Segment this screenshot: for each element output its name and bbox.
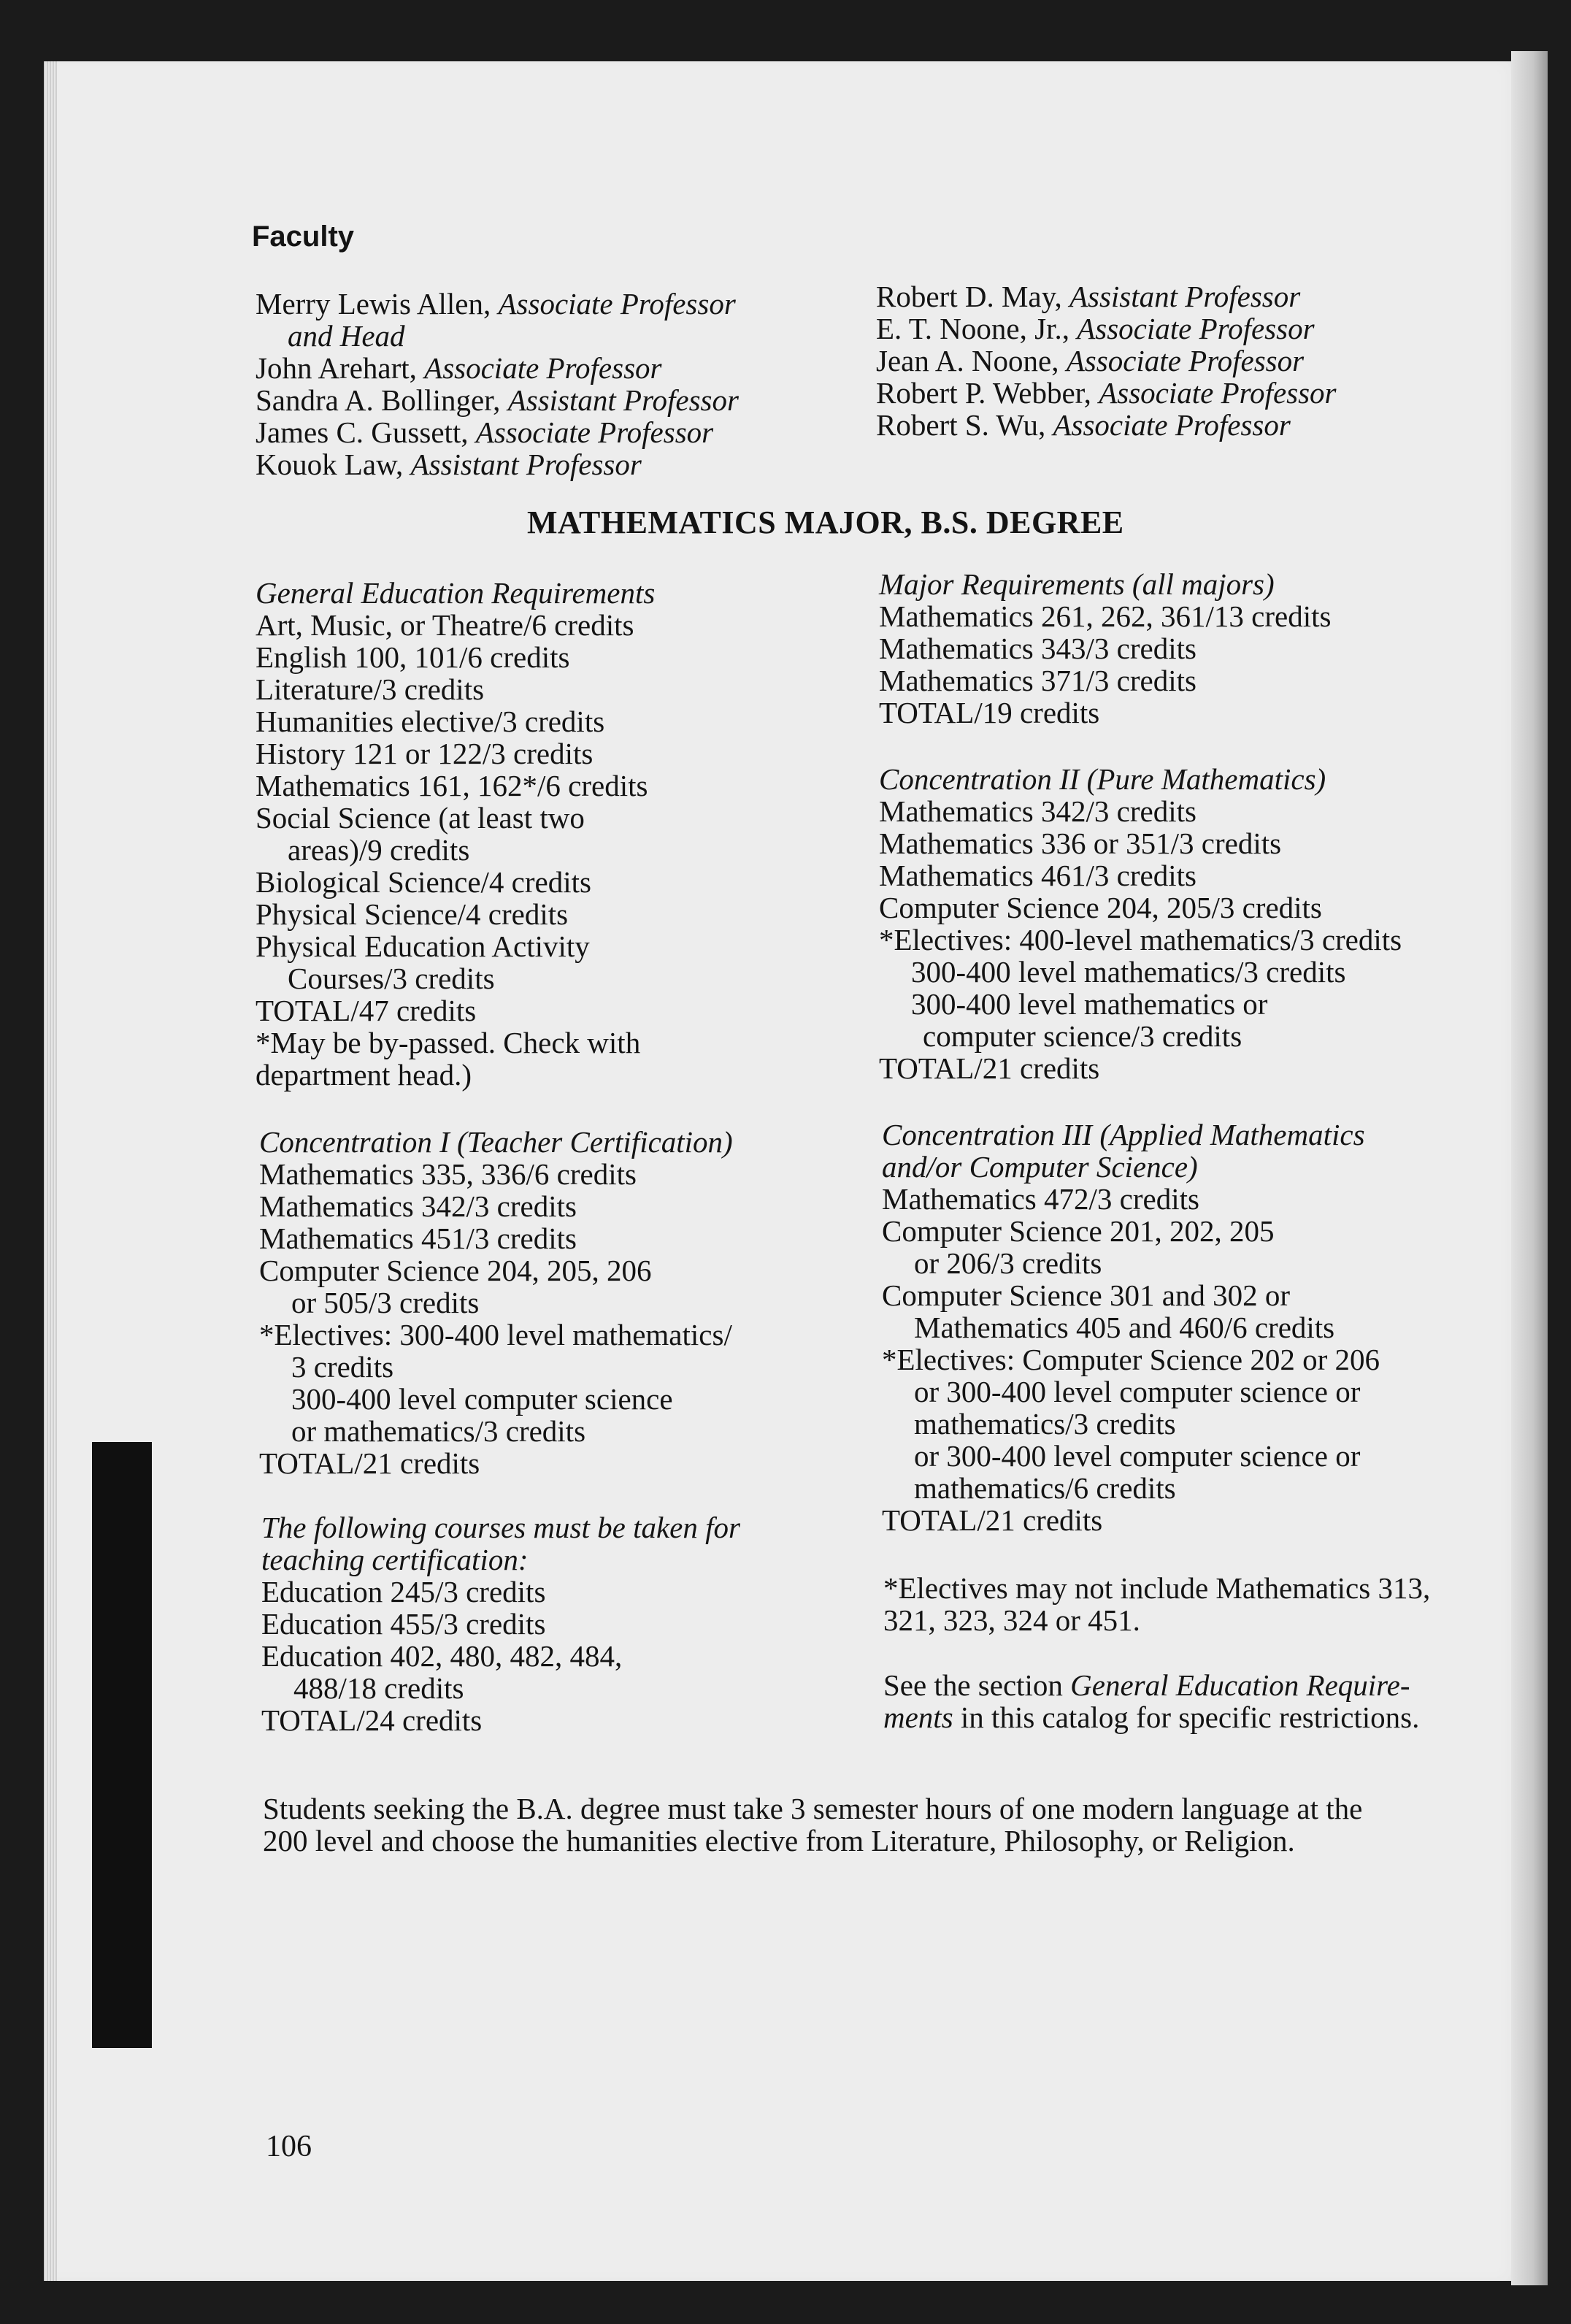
binding-strip [92,1442,152,2048]
ba-degree-note-line: Students seeking the B.A. degree must take 3 semester hours of one modern language at the [263,1792,1363,1825]
faculty-left-list [256,288,739,480]
concentration-2-total: TOTAL/21 credits [879,1051,1100,1085]
concentration-2-line: 300-400 level mathematics/3 credits [911,955,1346,989]
gen-ed-line: Physical Science/4 credits [256,897,569,931]
ba-degree-note [263,1792,1362,1857]
concentration-1-total: TOTAL/21 credits [259,1446,480,1480]
teaching-cert-line: Education 402, 480, 482, 484, [261,1639,623,1673]
concentration-1-section [259,1126,733,1479]
faculty-member [256,352,739,384]
teaching-cert-heading: teaching certification: [261,1543,529,1576]
faculty-name: Sandra A. Bollinger, [256,383,508,417]
concentration-3-line: or 300-400 level computer science or [914,1375,1361,1408]
faculty-member [256,448,739,480]
concentration-1-line: or 505/3 credits [291,1286,480,1319]
page-edge-left [44,61,57,2281]
faculty-name: Robert P. Webber, [876,376,1099,410]
faculty-member [876,280,1337,312]
concentration-2-line: Mathematics 342/3 credits [879,794,1197,828]
concentration-3-heading: and/or Computer Science) [882,1150,1198,1184]
faculty-title: and Head [288,319,405,353]
concentration-1-line: *Electives: 300-400 level mathematics/ [259,1318,732,1351]
electives-note-line: *Electives may not include Mathematics 313, [883,1571,1431,1605]
gen-ed-line: Literature/3 credits [256,672,485,706]
gen-ed-line: English 100, 101/6 credits [256,640,570,674]
major-req-line: Mathematics 343/3 credits [879,632,1197,665]
concentration-1-heading: Concentration I (Teacher Certification) [259,1125,733,1159]
concentration-2-heading: Concentration II (Pure Mathematics) [879,762,1326,796]
concentration-3-line: Mathematics 405 and 460/6 credits [914,1311,1335,1344]
faculty-title: Associate Professor [424,351,662,385]
major-req-heading: Major Requirements (all majors) [879,567,1275,601]
ba-degree-note-line: 200 level and choose the humanities elective from Literature, Philosophy, or Religion. [263,1824,1295,1857]
concentration-1-line: 3 credits [291,1350,394,1384]
page-number: 106 [266,2130,312,2163]
faculty-member [876,312,1337,345]
concentration-1-line: Computer Science 204, 205, 206 [259,1254,652,1287]
concentration-3-heading: Concentration III (Applied Mathematics [882,1118,1365,1151]
see-section-text: See the section [883,1668,1071,1702]
gen-ed-note: *May be by-passed. Check with [256,1026,641,1059]
gen-ed-line: Mathematics 161, 162*/6 credits [256,769,648,802]
concentration-3-line: Mathematics 472/3 credits [882,1182,1199,1216]
teaching-cert-line: Education 455/3 credits [261,1607,546,1641]
teaching-cert-total: TOTAL/24 credits [261,1703,483,1737]
concentration-1-line: or mathematics/3 credits [291,1414,586,1448]
concentration-3-line: *Electives: Computer Science 202 or 206 [882,1343,1380,1376]
faculty-heading: Faculty [252,220,355,253]
concentration-2-line: 300-400 level mathematics or [911,987,1268,1021]
faculty-name: John Arehart, [256,351,425,385]
see-section-line [883,1701,1419,1733]
teaching-cert-section [261,1511,740,1736]
faculty-title: Assistant Professor [410,448,642,481]
concentration-1-line: Mathematics 342/3 credits [259,1189,577,1223]
concentration-2-line: Mathematics 461/3 credits [879,859,1197,892]
concentration-2-line: Mathematics 336 or 351/3 credits [879,827,1282,860]
teaching-cert-line: Education 245/3 credits [261,1575,546,1608]
major-req-line: Mathematics 371/3 credits [879,664,1197,697]
faculty-name: E. T. Noone, Jr., [876,312,1078,345]
see-section-note [883,1669,1419,1733]
faculty-member [256,320,739,352]
major-req-line: Mathematics 261, 262, 361/13 credits [879,599,1332,633]
gen-ed-line: Biological Science/4 credits [256,865,591,899]
concentration-2-section [879,763,1402,1084]
faculty-member [876,377,1337,409]
gen-ed-line: Art, Music, or Theatre/6 credits [256,608,634,642]
gen-ed-section [256,577,655,1091]
electives-note-line: 321, 323, 324 or 451. [883,1603,1140,1637]
faculty-member [876,409,1337,441]
faculty-member [256,384,739,416]
concentration-1-line: Mathematics 335, 336/6 credits [259,1157,637,1191]
faculty-title: Associate Professor [1099,376,1337,410]
concentration-2-line: computer science/3 credits [923,1019,1242,1053]
concentration-3-line: Computer Science 201, 202, 205 [882,1214,1275,1248]
concentration-3-line: mathematics/6 credits [914,1471,1176,1505]
faculty-member [256,288,739,320]
see-section-text: in this catalog for specific restrictions. [953,1700,1420,1734]
page-edge-right [1511,51,1548,2285]
gen-ed-line: Courses/3 credits [288,962,495,995]
concentration-3-line: Computer Science 301 and 302 or [882,1278,1291,1312]
faculty-member [256,416,739,448]
major-heading: MATHEMATICS MAJOR, B.S. DEGREE [527,505,1124,540]
gen-ed-line: History 121 or 122/3 credits [256,737,594,770]
faculty-title: Assistant Professor [1069,280,1301,313]
see-section-italic: General Education Require- [1070,1668,1410,1702]
concentration-3-line: or 300-400 level computer science or [914,1439,1361,1473]
faculty-name: Robert D. May, [876,280,1069,313]
faculty-name: Jean A. Noone, [876,344,1067,377]
concentration-3-total: TOTAL/21 credits [882,1503,1103,1537]
faculty-name: Kouok Law, [256,448,411,481]
faculty-right-list [876,280,1337,441]
gen-ed-line: Social Science (at least two [256,801,585,835]
teaching-cert-line: 488/18 credits [293,1671,464,1705]
faculty-name: Merry Lewis Allen, [256,287,499,321]
faculty-title: Assistant Professor [507,383,739,417]
gen-ed-line: areas)/9 credits [288,833,470,867]
concentration-1-line: Mathematics 451/3 credits [259,1222,577,1255]
faculty-title: Associate Professor [1066,344,1305,377]
teaching-cert-heading: The following courses must be taken for [261,1511,740,1544]
gen-ed-total: TOTAL/47 credits [256,994,477,1027]
major-req-section [879,568,1331,729]
gen-ed-note: department head.) [256,1058,472,1092]
gen-ed-heading: General Education Requirements [256,576,656,610]
concentration-2-line: *Electives: 400-level mathematics/3 credits [879,923,1402,956]
concentration-3-section [882,1119,1380,1536]
gen-ed-line: Humanities elective/3 credits [256,705,605,738]
see-section-line [883,1669,1419,1701]
faculty-title: Associate Professor [1077,312,1315,345]
concentration-2-line: Computer Science 204, 205/3 credits [879,891,1322,924]
see-section-italic: ments [883,1700,953,1734]
faculty-name: Robert S. Wu, [876,408,1053,442]
electives-note [883,1572,1430,1636]
faculty-title: Associate Professor [475,415,714,449]
concentration-1-line: 300-400 level computer science [291,1382,673,1416]
concentration-3-line: mathematics/3 credits [914,1407,1176,1441]
faculty-name: James C. Gussett, [256,415,476,449]
major-req-total: TOTAL/19 credits [879,696,1100,729]
gen-ed-line: Physical Education Activity [256,929,590,963]
concentration-3-line: or 206/3 credits [914,1246,1102,1280]
faculty-title: Associate Professor [1053,408,1291,442]
faculty-title: Associate Professor [498,287,736,321]
faculty-member [876,345,1337,377]
